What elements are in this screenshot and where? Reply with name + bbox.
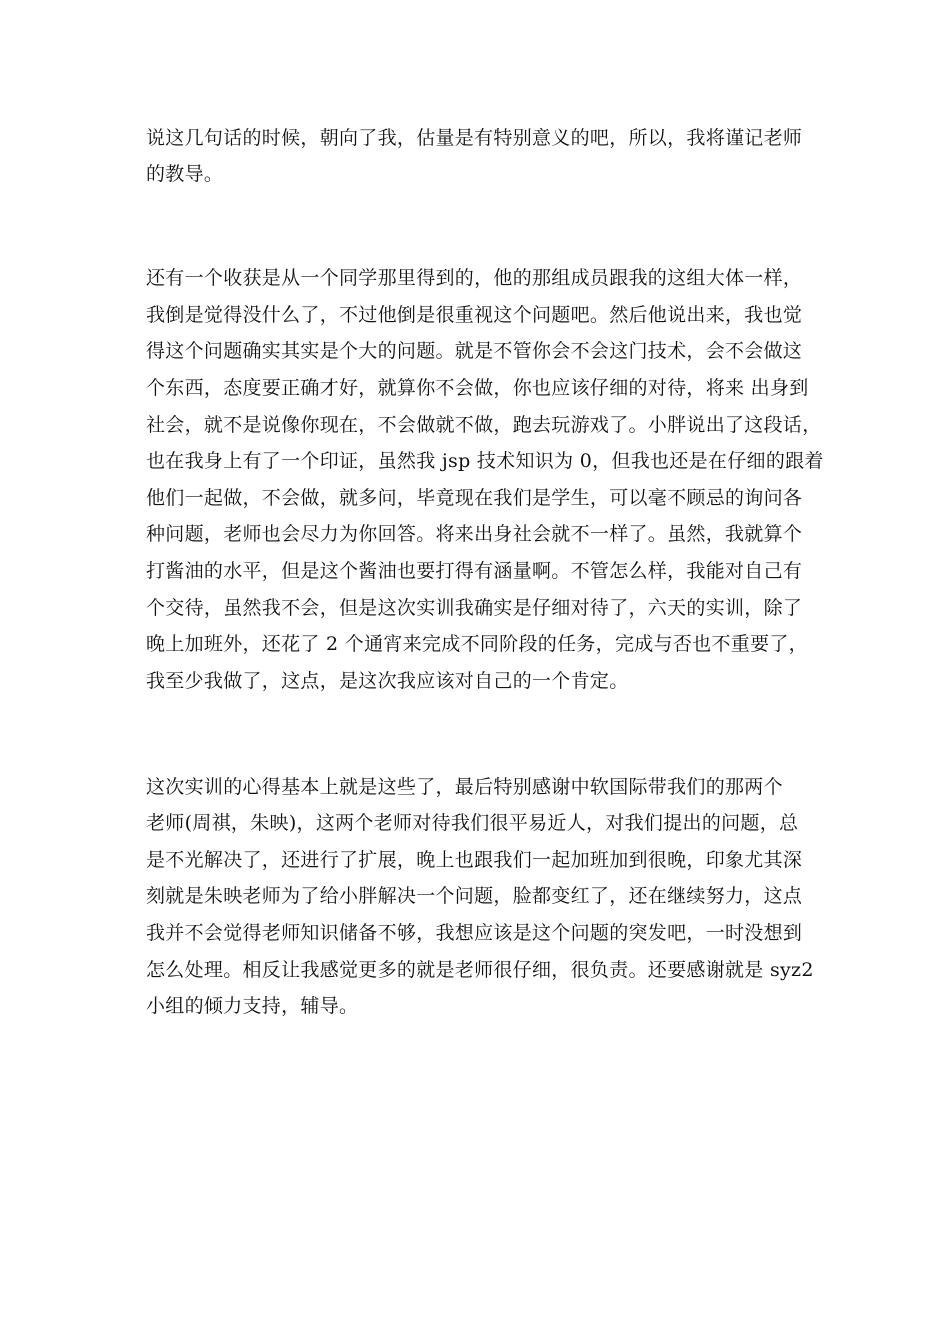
text-line: 种问题，老师也会尽力为你回答。将来出身社会就不一样了。虽然，我就算个 <box>146 523 803 545</box>
text-line: 个东西，态度要正确才好，就算你不会做，你也应该仔细的对待，将来 出身到 <box>146 377 809 399</box>
text-line: 打酱油的水平，但是这个酱油也要打得有涵量啊。不管怎么样，我能对自己有 <box>146 560 803 582</box>
text-line: 个交待，虽然我不会，但是这次实训我确实是仔细对待了，六天的实训，除了 <box>146 597 803 619</box>
text-line: 社会，就不是说像你现在，不会做就不做，跑去玩游戏了。小胖说出了这段话， <box>146 414 822 436</box>
text-line: 的教导。 <box>146 163 224 185</box>
text-line: 是不光解决了，还进行了扩展，晚上也跟我们一起加班加到很晚，印象尤其深 <box>146 849 803 871</box>
text-line: 我至少我做了，这点，是这次我应该对自己的一个肯定。 <box>146 670 629 692</box>
text-line: 老师(周祺，朱映)，这两个老师对待我们很平易近人，对我们提出的问题，总 <box>146 812 799 834</box>
text-line: 我倒是觉得没什么了，不过他倒是很重视这个问题吧。然后他说出来，我也觉 <box>146 304 803 326</box>
text-line: 这次实训的心得基本上就是这些了，最后特别感谢中软国际带我们的那两个 <box>146 776 783 798</box>
text-line: 我并不会觉得老师知识储备不够，我想应该是这个问题的突发吧，一时没想到 <box>146 922 803 944</box>
text-line: 说这几句话的时候，朝向了我，估量是有特别意义的吧，所以，我将谨记老师 <box>146 127 803 149</box>
text-line: 也在我身上有了一个印证，虽然我 jsp 技术知识为 0，但我也还是在仔细的跟着 <box>146 450 824 472</box>
text-line: 刻就是朱映老师为了给小胖解决一个问题，脸都变红了，还在继续努力，这点 <box>146 885 803 907</box>
text-line: 小组的倾力支持，辅导。 <box>146 995 359 1017</box>
text-line: 怎么处理。相反让我感觉更多的就是老师很仔细，很负责。还要感谢就是 syz2 <box>146 959 814 981</box>
text-line: 还有一个收获是从一个同学那里得到的，他的那组成员跟我的这组大体一样， <box>146 267 803 289</box>
text-line: 晚上加班外，还花了 2 个通宵来完成不同阶段的任务，完成与否也不重要了， <box>146 633 808 655</box>
text-line: 他们一起做，不会做，就多问，毕竟现在我们是学生，可以毫不顾忌的询问各 <box>146 487 803 509</box>
text-line: 得这个问题确实其实是个大的问题。就是不管你会不会这门技术，会不会做这 <box>146 340 803 362</box>
